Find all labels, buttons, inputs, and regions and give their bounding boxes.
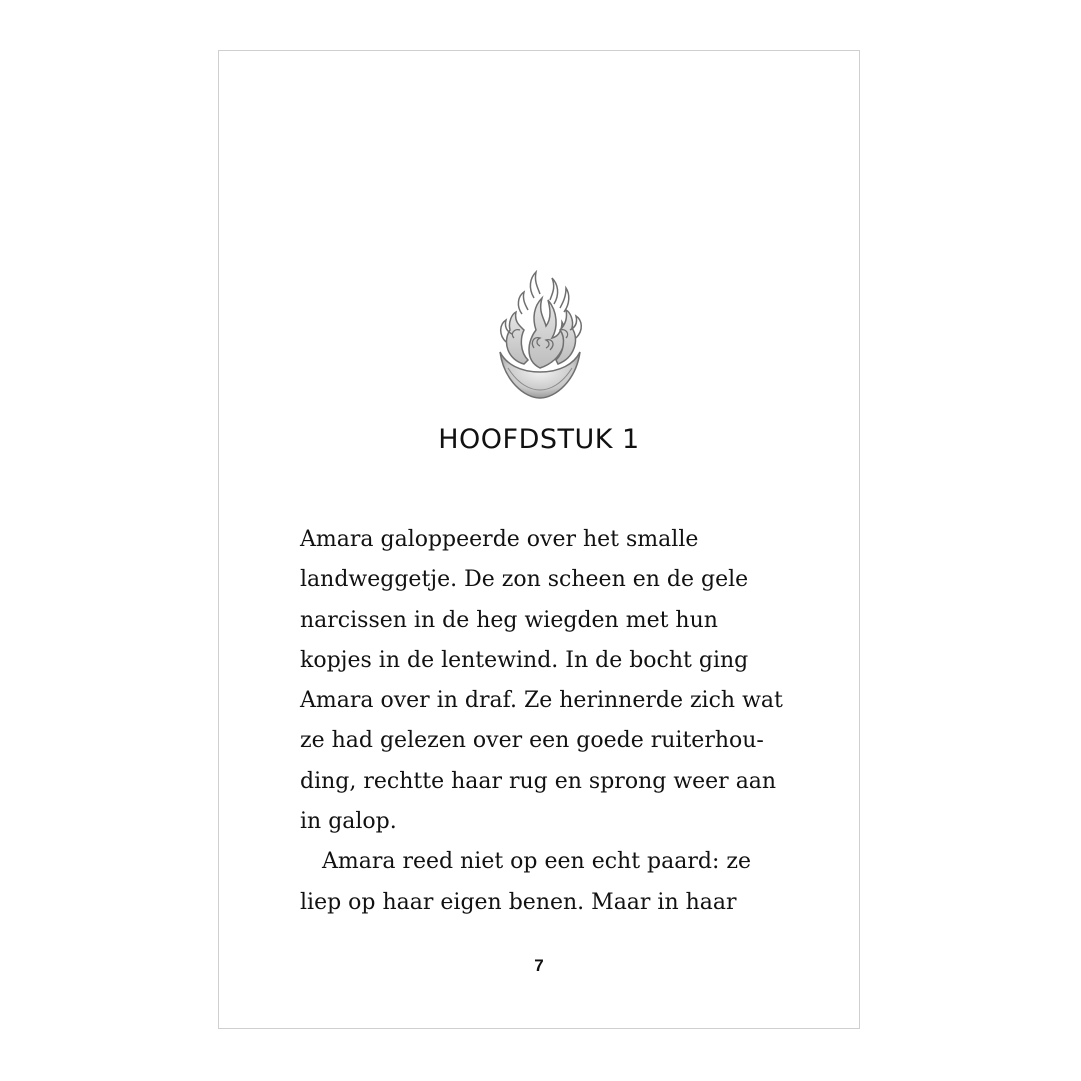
body-line: Amara over in draf. Ze herinnerde zich wat (300, 688, 783, 714)
body-line: liep op haar eigen benen. Maar in haar (300, 889, 737, 915)
body-line: kopjes in de lentewind. In de bocht ging (300, 647, 749, 673)
chapter-title: HOOFDSTUK 1 (438, 424, 640, 455)
body-line: landweggetje. De zon scheen en de gele (300, 567, 749, 593)
body-line-paragraph-start: Amara reed niet op een echt paard: ze (322, 849, 751, 875)
page-number: 7 (534, 956, 544, 975)
body-line: narcissen in de heg wiegden met hun (300, 607, 718, 633)
chapter-body (300, 520, 783, 923)
body-line: ding, rechtte haar rug en sprong weer aan (300, 768, 777, 794)
body-line: Amara galoppeerde over het smalle (300, 527, 699, 552)
body-line: in galop. (300, 809, 397, 835)
body-line: ze had gelezen over een goede ruiterhou- (300, 728, 764, 754)
flame-emblem-icon (494, 268, 586, 402)
